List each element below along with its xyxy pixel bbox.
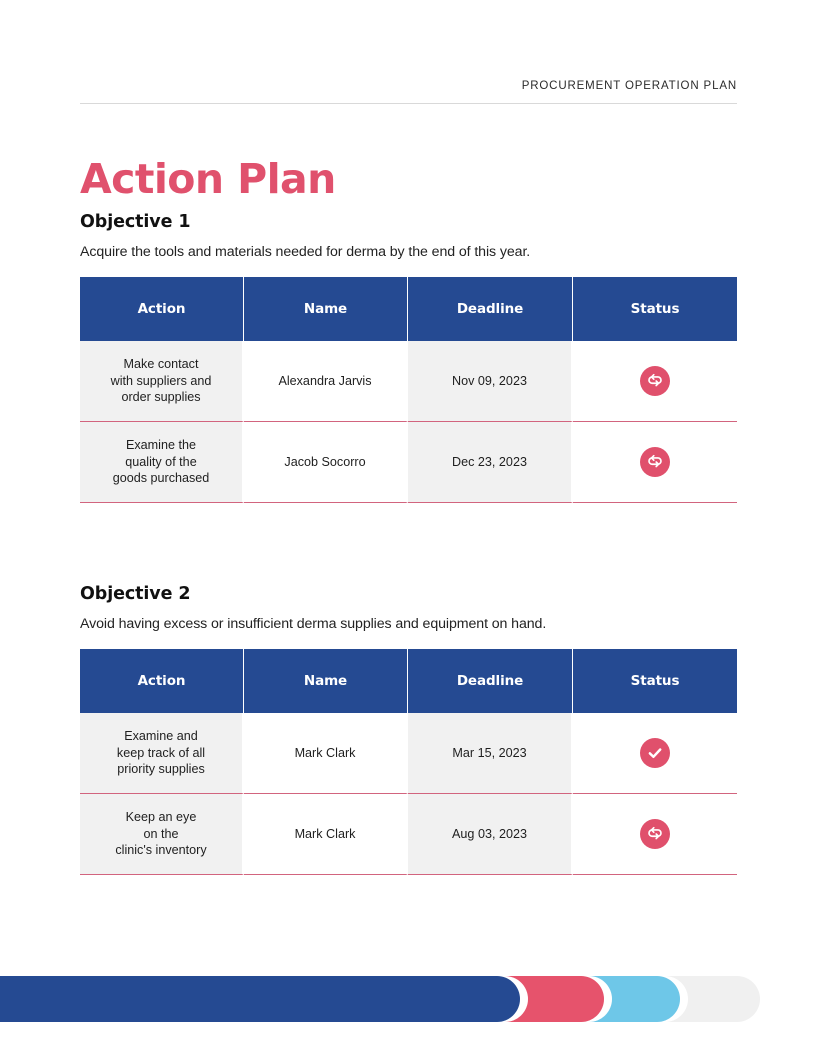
footer-bar-navy	[0, 976, 520, 1022]
column-header-action: Action	[80, 277, 244, 341]
running-head-divider	[80, 103, 737, 104]
cell-status	[573, 422, 737, 503]
objective-section-1	[80, 212, 737, 503]
running-head: PROCUREMENT OPERATION PLAN	[521, 80, 737, 92]
action-line: order supplies	[121, 390, 201, 405]
action-line: Keep an eye	[125, 810, 197, 825]
action-line: priority supplies	[117, 762, 205, 777]
cell-action	[80, 341, 244, 422]
objective-section-2	[80, 584, 737, 875]
column-header-status: Status	[573, 649, 737, 713]
table-header-row	[80, 649, 737, 713]
cycle-arrows-icon	[640, 366, 670, 396]
action-plan-table-2	[80, 649, 737, 875]
action-plan-table-1	[80, 277, 737, 503]
action-line: Examine the	[125, 438, 196, 453]
cell-name: Jacob Socorro	[244, 422, 408, 503]
action-line: Examine and	[124, 729, 198, 744]
cell-status	[573, 341, 737, 422]
check-circle-icon	[640, 738, 670, 768]
cell-name: Mark Clark	[244, 794, 408, 875]
cell-action	[80, 713, 244, 794]
cell-deadline: Aug 03, 2023	[408, 794, 573, 875]
table-row	[80, 713, 737, 794]
action-line: goods purchased	[112, 471, 210, 486]
cycle-arrows-icon	[640, 447, 670, 477]
cell-status	[573, 713, 737, 794]
cell-deadline: Nov 09, 2023	[408, 341, 573, 422]
column-header-deadline: Deadline	[408, 649, 573, 713]
action-line: on the	[143, 826, 179, 841]
footer-decoration	[0, 976, 816, 1022]
cell-action	[80, 422, 244, 503]
cell-status	[573, 794, 737, 875]
action-line: with suppliers and	[110, 373, 212, 388]
action-line: Make contact	[123, 357, 199, 372]
column-header-name: Name	[244, 649, 408, 713]
column-header-action: Action	[80, 649, 244, 713]
action-line: quality of the	[125, 454, 197, 469]
action-line: clinic's inventory	[115, 843, 207, 858]
cell-action	[80, 794, 244, 875]
action-line: keep track of all	[116, 745, 206, 760]
table-row	[80, 341, 737, 422]
objective-description: Avoid having excess or insufficient derma supplies and equipment on hand.	[80, 616, 547, 632]
column-header-deadline: Deadline	[408, 277, 573, 341]
table-row	[80, 422, 737, 503]
objective-description: Acquire the tools and materials needed for derma by the end of this year.	[80, 244, 531, 260]
cell-name: Alexandra Jarvis	[244, 341, 408, 422]
table-header-row	[80, 277, 737, 341]
objective-heading: Objective 2	[80, 584, 191, 604]
cell-deadline: Dec 23, 2023	[408, 422, 573, 503]
page-title: Action Plan	[80, 155, 336, 204]
objective-heading: Objective 1	[80, 212, 191, 232]
cell-name: Mark Clark	[244, 713, 408, 794]
cycle-arrows-icon	[640, 819, 670, 849]
column-header-name: Name	[244, 277, 408, 341]
column-header-status: Status	[573, 277, 737, 341]
table-row	[80, 794, 737, 875]
cell-deadline: Mar 15, 2023	[408, 713, 573, 794]
